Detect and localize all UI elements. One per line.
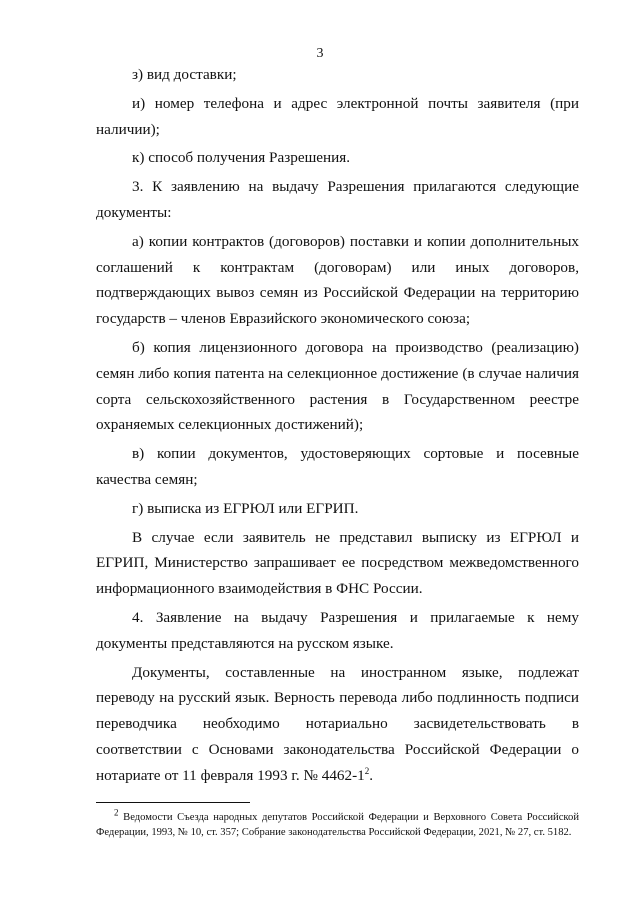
paragraph-b: б) копия лицензионного договора на производство (реализацию) семян либо копия патента на селекционное достижение (в случае наличия сорта сельскохозяйственного растения в Государственном реестре охраняемых селекционных достижений); bbox=[96, 338, 579, 434]
paragraph-egrul: В случае если заявитель не представил выписку из ЕГРЮЛ и ЕГРИП, Министерство запрашивает ее посредством межведомственного информационного взаимодействия в ФНС России. bbox=[96, 528, 579, 598]
footnote-marker: 2 bbox=[114, 807, 119, 818]
paragraph-3: 3. К заявлению на выдачу Разрешения прилагаются следующие документы: bbox=[96, 178, 579, 221]
footnote-text: Ведомости Съезда народных депутатов Российской Федерации и Верховного Совета Российской Федерации, 1993, № 10, ст. 357; Собрание законодательства Российской Федерации, 2021, № 27, ст. 5182. bbox=[96, 812, 579, 838]
paragraph-g: г) выписка из ЕГРЮЛ или ЕГРИП. bbox=[132, 499, 359, 517]
footnote-divider bbox=[96, 802, 250, 803]
footnote bbox=[96, 807, 579, 840]
paragraph-v: в) копии документов, удостоверяющих сортовые и посевные качества семян; bbox=[96, 445, 579, 488]
paragraph-z: з) вид доставки; bbox=[132, 66, 237, 83]
translation-text: Документы, составленные на иностранном языке, подлежат переводу на русский язык. Верность перевода либо подлинность подписи переводчика необходимо нотариально засвидетельствовать в соответствии с Основами законодательства Российской Федерации о нотариате от 11 февраля 1993 г. № 4462-1 bbox=[96, 663, 579, 784]
paragraph-translation: Документы, составленные на иностранном языке, подлежат переводу на русский язык. Верность перевода либо подлинность подписи переводчика необходимо нотариально засвидетельствовать в соответствии с Основами законодательства Российской Федерации о нотариате от 11 февраля 1993 г. № $4462-1^2$. bbox=[96, 663, 579, 784]
page-number: 3 bbox=[316, 46, 324, 61]
paragraph-k: к) способ получения Разрешения. bbox=[132, 149, 351, 167]
body-text bbox=[96, 62, 579, 789]
paragraph-i: и) номер телефона и адрес электронной почты заявителя (при наличии); bbox=[96, 94, 579, 138]
paragraph-a: а) копии контрактов (договоров) поставки и копии дополнительных соглашений к контрактам (договорам) или иных договоров, подтверждающих вывоз семян из Российской Федерации на территорию государств – членов Евразийского экономического союза; bbox=[96, 232, 579, 328]
paragraph-4: 4. Заявление на выдачу Разрешения и прилагаемые к нему документы представляются на русском языке. bbox=[96, 608, 579, 652]
footnote-reference: 2 bbox=[364, 765, 370, 776]
